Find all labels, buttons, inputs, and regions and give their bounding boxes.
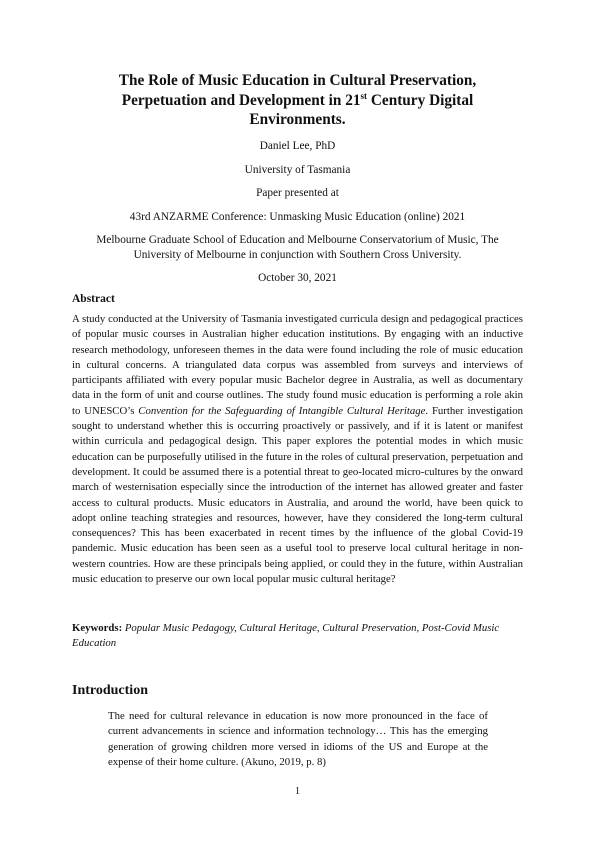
presented-at-label: Paper presented at bbox=[256, 187, 339, 199]
host-line-2: University of Melbourne in conjunction with Southern Cross University. bbox=[133, 249, 462, 261]
abstract-heading: Abstract bbox=[72, 293, 115, 305]
abstract-text-part-1: A study conducted at the University of Tasmania investigated curricula design and pedagogical practices of popular music courses in Australian higher education institutions. By engaging with an inductive research methodology, unforeseen themes in the data were found including the role of music education in cultural concerns. A triangulated data corpus was assembled from surveys and interviews of participants affiliated with every popular music Bachelor degree in Australia, as well as documentary data in the form of unit and course outlines. The study found music education is performing a role akin to UNESCO’s bbox=[72, 313, 523, 417]
keywords bbox=[72, 621, 523, 652]
page-number: 1 bbox=[295, 786, 300, 797]
title-line-2 bbox=[60, 91, 535, 111]
title-line-1: The Role of Music Education in Cultural Preservation, bbox=[118, 72, 477, 89]
abstract-body bbox=[72, 312, 523, 587]
abstract-text-part-2: . Further investigation sought to understand whether this is occurring proactively or passively, and if it is latent or manifest within curricula and pedagogical design. This paper explores the potential modes in which music education can be purposefully utilised in the future in the roles of cultural preservation, perpetuation and development. It could be assumed there is a potential threat to geo-located micro-cultures by the onward march of westernisation especially since the introduction of the internet has allowed greater and faster access to cultural products. Music educators in Australia, and around the world, have been quick to adopt online teaching strategies and resources, however, have they considered the long-term cultural consequences? This has been exacerbated in recent times by the influence of the global Covid-19 pandemic. Music education has been seen as a useful tool to preserve local cultural heritage in non-western countries. How are these principals being applied, or could they in the future, within Australian music education to preserve our own local popular music cultural heritage? bbox=[72, 404, 524, 586]
author-affiliation: University of Tasmania bbox=[244, 164, 351, 176]
introduction-block-quote: The need for cultural relevance in education is now more pronounced in the face of current advancements in science and information technology… This has the emerging generation of growing children more versed in idioms of the US and Europe at the expense of their home culture. (Akuno, 2019, p. 8) bbox=[108, 710, 488, 768]
title-line-2-post: Century Digital bbox=[367, 91, 474, 109]
title-line-3: Environments. bbox=[249, 111, 346, 128]
title-superscript: st bbox=[360, 90, 368, 101]
abstract-convention-title: Convention for the Safeguarding of Intangible Cultural Heritage bbox=[138, 404, 426, 417]
host-institutions bbox=[60, 233, 535, 263]
introduction-heading: Introduction bbox=[72, 683, 148, 698]
conference-name: 43rd ANZARME Conference: Unmasking Music Education (online) 2021 bbox=[129, 211, 466, 223]
host-line-1: Melbourne Graduate School of Education and Melbourne Conservatorium of Music, The bbox=[96, 234, 499, 246]
paper-date: October 30, 2021 bbox=[258, 272, 337, 284]
author-name: Daniel Lee, PhD bbox=[259, 140, 336, 152]
title-line-2-pre: Perpetuation and Development in 21 bbox=[121, 91, 361, 109]
keywords-list: Popular Music Pedagogy, Cultural Heritage, Cultural Preservation, Post-Covid Music Education bbox=[72, 622, 500, 650]
paper-title bbox=[60, 71, 535, 130]
keywords-label: Keywords: bbox=[72, 622, 123, 634]
